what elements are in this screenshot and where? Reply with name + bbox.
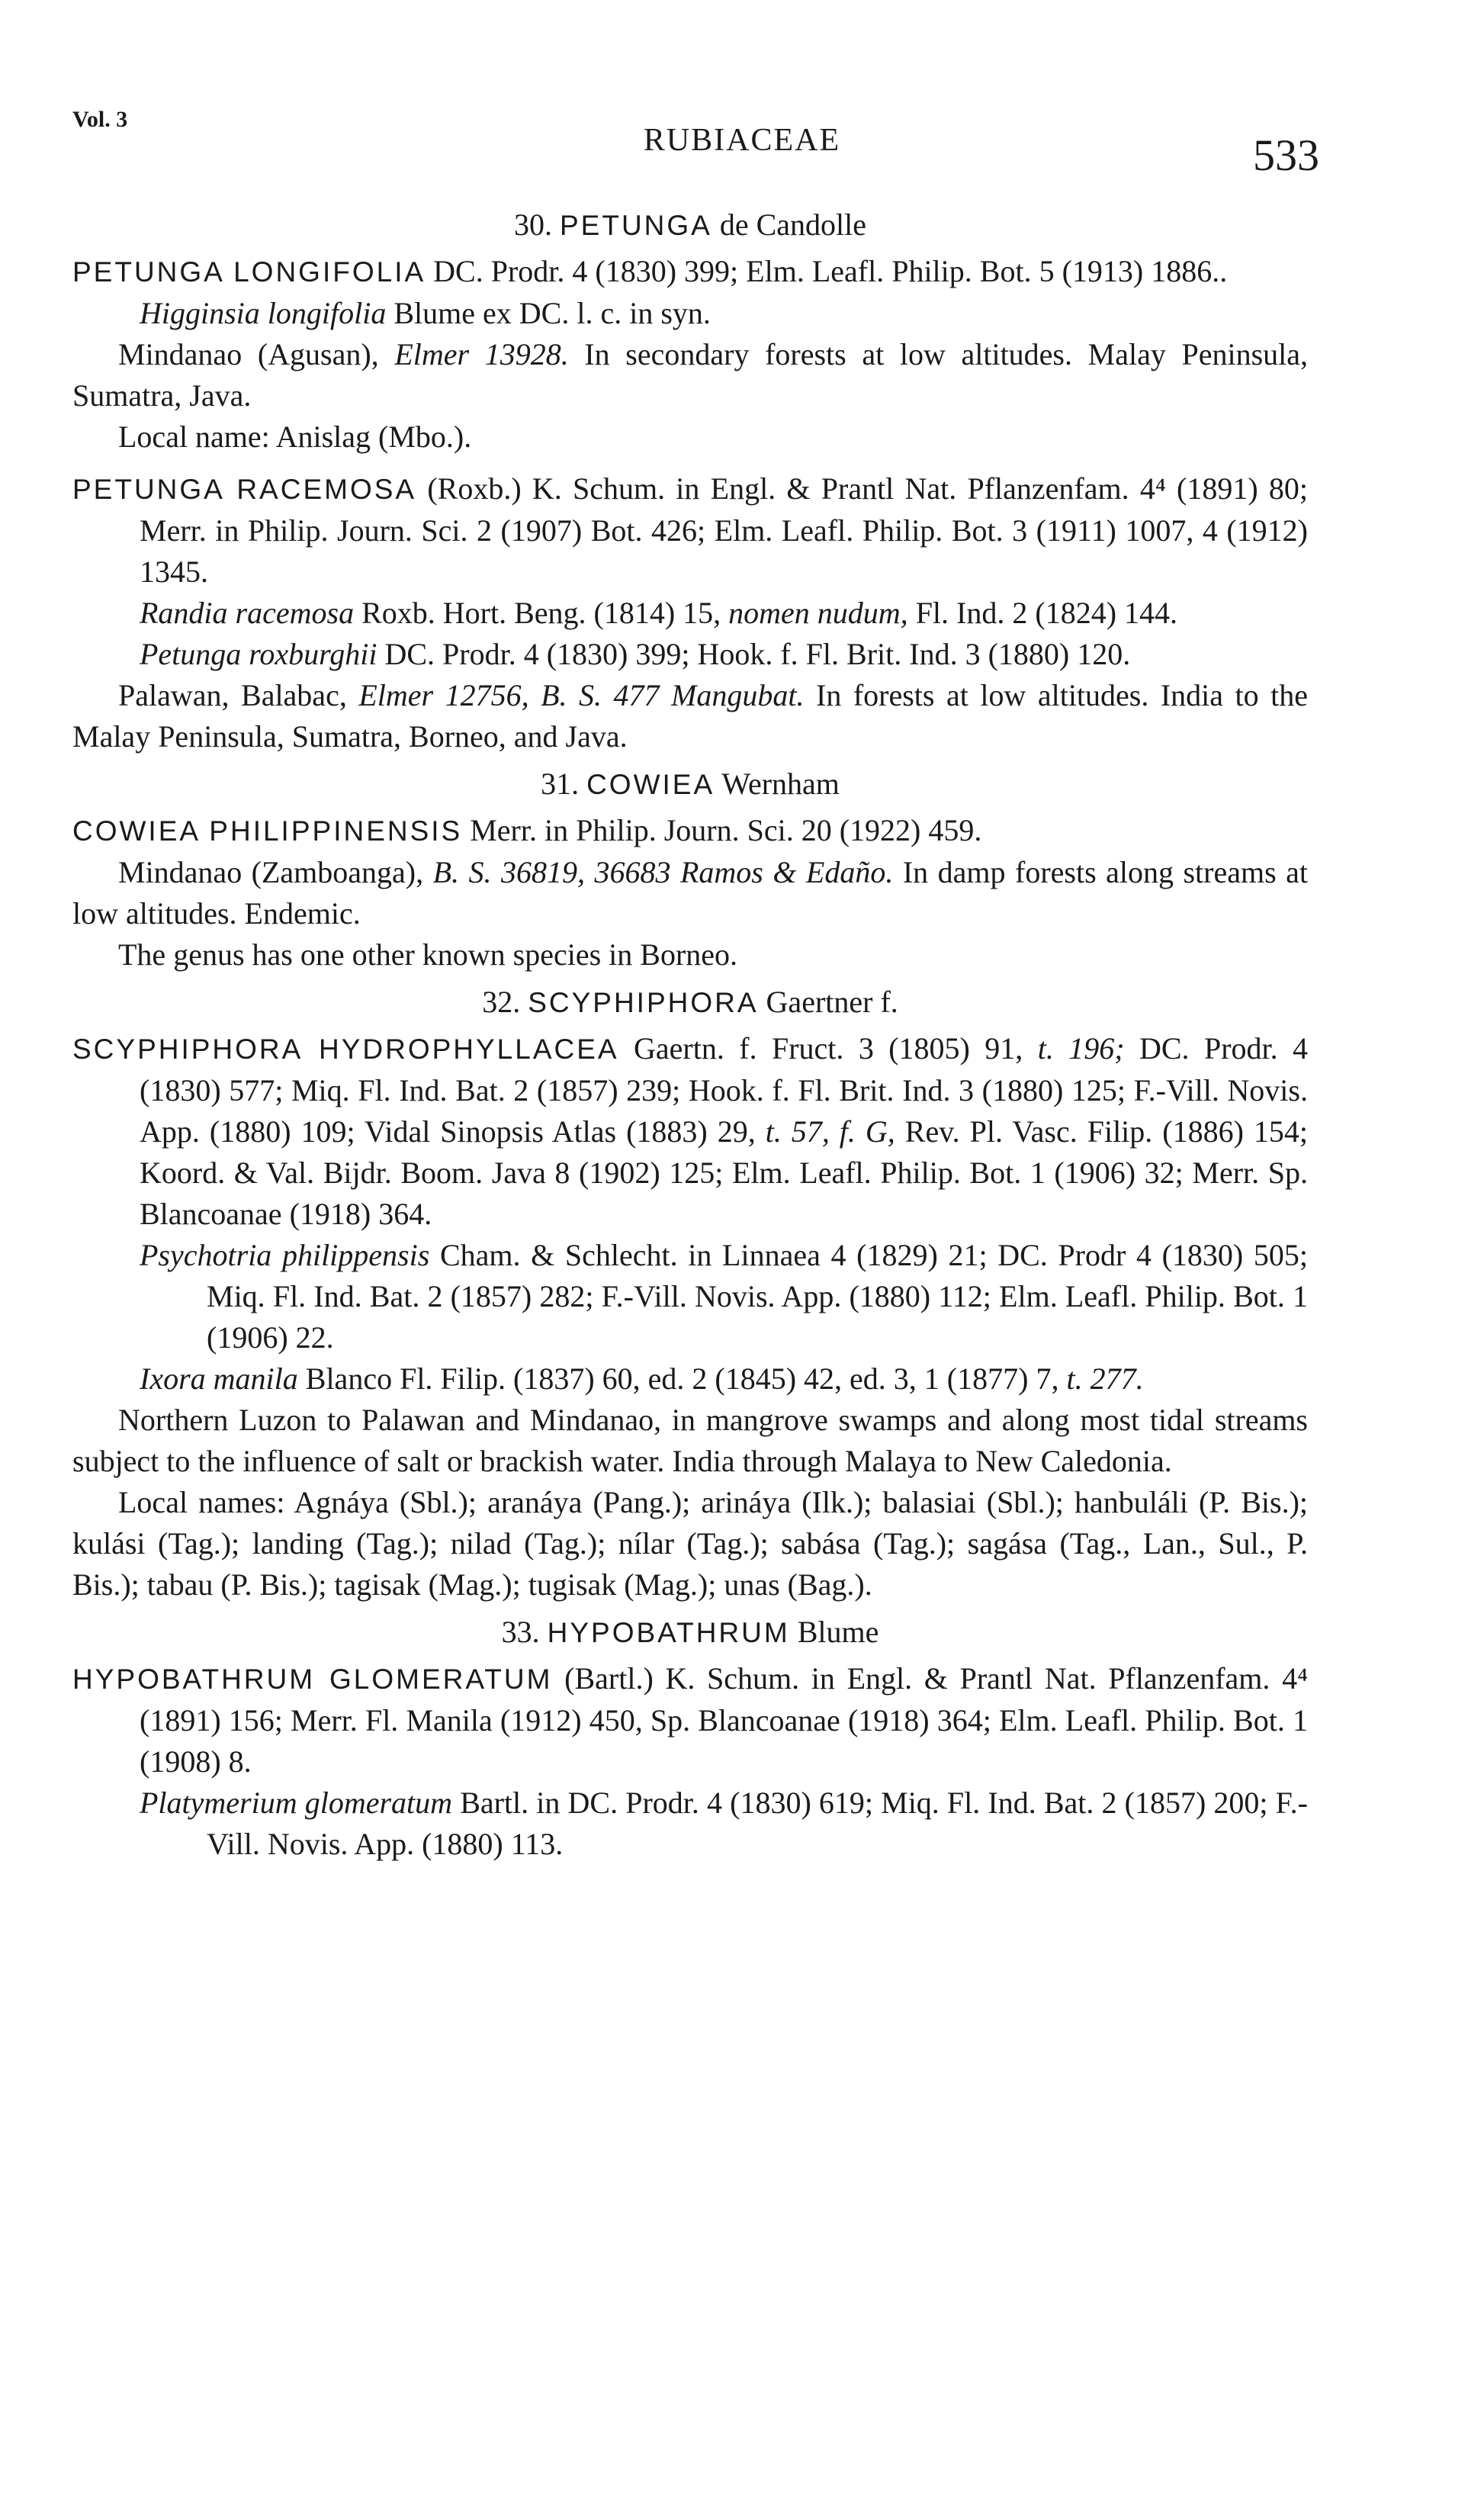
genus-name: SCYPHIPHORA	[528, 987, 759, 1018]
synonym	[72, 634, 1308, 675]
plate-reference: t. 277.	[1066, 1361, 1144, 1396]
local-names: Local names: Agnáya (Sbl.); aranáya (Pang.); arináya (Ilk.); balasiai (Sbl.); hanbuláli (P. Bis.); kulási (Tag.); landing (Tag.); nilad (Tag.); nílar (Tag.); sabása (Tag.); sagása (Tag., Lan., Sul., P. Bis.); tabau (P. Bis.); tagisak (Mag.); tugisak (Mag.); unas (Bag.).	[72, 1485, 1308, 1602]
plate-reference: t. 196;	[1037, 1031, 1125, 1066]
species-citation: DC. Prodr. 4 (1830) 577; Miq. Fl. Ind. Bat. 2 (1857) 239; Hook. f. Fl. Brit. Ind. 3 (1880) 125; F.-Vill. Novis. App. (1880) 109; Vidal Sinopsis Atlas (1883) 29,	[140, 1031, 1309, 1149]
genus-number: 32.	[482, 985, 521, 1019]
species-name: PETUNGA LONGIFOLIA	[72, 256, 426, 288]
distribution-text: In damp forests along streams at low altitudes. Endemic.	[72, 855, 1309, 931]
synonym-citation: Blume ex DC. l. c. in syn.	[393, 296, 711, 330]
synonym	[72, 1782, 1308, 1865]
synonym-name: Ixora manila	[140, 1361, 298, 1396]
specimen-citation: Elmer 12756, B. S. 477 Mangubat.	[358, 678, 805, 712]
species-citation: Rev. Pl. Vasc. Filip. (1886) 154; Koord. & Val. Bijdr. Boom. Java 8 (1902) 125; Elm. Leafl. Philip. Bot. 1 (1906) 32; Merr. Sp. Blancoanae (1918) 364.	[140, 1114, 1309, 1231]
species-citation: Merr. in Philip. Journ. Sci. 20 (1922) 459.	[470, 813, 982, 847]
genus-author: de Candolle	[719, 207, 867, 242]
synonym-citation: Blanco Fl. Filip. (1837) 60, ed. 2 (1845) 42, ed. 3, 1 (1877) 7,	[305, 1361, 1059, 1396]
genus-heading	[72, 982, 1308, 1024]
genus-name: HYPOBATHRUM	[547, 1617, 790, 1648]
distribution: Northern Luzon to Palawan and Mindanao, in mangrove swamps and along most tidal streams subject to the influence of salt or brackish water. India through Malaya to New Caledonia.	[72, 1403, 1308, 1478]
species-citation: DC. Prodr. 4 (1830) 399; Elm. Leafl. Philip. Bot. 5 (1913) 1886..	[433, 254, 1228, 288]
synonym-name: Petunga roxburghii	[140, 637, 377, 671]
distribution-text: In secondary forests at low altitudes. Malay Peninsula, Sumatra, Java.	[72, 337, 1308, 413]
synonym-citation: Cham. & Schlecht. in Linnaea 4 (1829) 21; DC. Prodr 4 (1830) 505; Miq. Fl. Ind. Bat. 2 (1857) 282; F.-Vill. Novis. App. (1880) 112; Elm. Leafl. Philip. Bot. 1 (1906) 22.	[207, 1238, 1309, 1355]
distribution	[72, 334, 1308, 416]
page-body	[72, 198, 1308, 1865]
species-entry	[72, 468, 1308, 593]
genus-author: Gaertner f.	[766, 985, 898, 1019]
distribution	[72, 675, 1308, 757]
species-entry	[72, 251, 1308, 293]
species-citation: (Bartl.) K. Schum. in Engl. & Prantl Nat. Pflanzenfam. 4⁴ (1891) 156; Merr. Fl. Manila (1912) 450, Sp. Blancoanae (1918) 364; Elm. Leafl. Philip. Bot. 1 (1908) 8.	[140, 1661, 1309, 1779]
distribution-locality: Mindanao (Zamboanga),	[118, 855, 424, 889]
specimen-citation: Elmer 13928.	[394, 337, 569, 371]
genus-number: 30.	[513, 207, 552, 242]
genus-name: PETUNGA	[559, 210, 712, 241]
genus-number: 33.	[501, 1615, 540, 1649]
volume-label: Vol. 3	[72, 107, 128, 132]
species-citation: Gaertn. f. Fruct. 3 (1805) 91,	[634, 1031, 1023, 1066]
plate-reference: t. 57, f. G,	[765, 1114, 895, 1149]
genus-heading	[72, 763, 1308, 805]
synonym-name: Higginsia longifolia	[140, 296, 387, 330]
synonym	[72, 293, 1308, 334]
species-entry	[72, 810, 1308, 852]
synonym-name: Randia racemosa	[140, 596, 355, 630]
species-entry	[72, 1028, 1308, 1235]
distribution	[72, 852, 1308, 934]
synonym-name: Psychotria philippensis	[140, 1238, 430, 1272]
distribution-locality: Mindanao (Agusan),	[118, 337, 379, 371]
page-number: 533	[1253, 130, 1319, 180]
genus-author: Wernham	[721, 767, 840, 801]
species-name: SCYPHIPHORA HYDROPHYLLACEA	[72, 1033, 619, 1065]
genus-name: COWIEA	[586, 769, 715, 800]
species-name: COWIEA PHILIPPINENSIS	[72, 815, 463, 847]
genus-heading	[72, 204, 1308, 246]
nomen-nudum: nomen nudum,	[728, 596, 908, 630]
synonym-citation: Fl. Ind. 2 (1824) 144.	[915, 596, 1178, 630]
species-name: PETUNGA RACEMOSA	[72, 474, 417, 505]
synonym	[72, 1358, 1308, 1400]
genus-author: Blume	[797, 1615, 879, 1649]
synonym-citation: DC. Prodr. 4 (1830) 399; Hook. f. Fl. Brit. Ind. 3 (1880) 120.	[384, 637, 1131, 671]
synonym	[72, 593, 1308, 634]
running-title: RUBIACEAE	[643, 123, 841, 158]
genus-heading	[72, 1612, 1308, 1654]
synonym-name: Platymerium glomeratum	[140, 1786, 453, 1820]
distribution-text: In forests at low altitudes. India to the Malay Peninsula, Sumatra, Borneo, and Java.	[72, 678, 1309, 754]
synonym-citation: Roxb. Hort. Beng. (1814) 15,	[361, 596, 721, 630]
synonym-citation: Bartl. in DC. Prodr. 4 (1830) 619; Miq. Fl. Ind. Bat. 2 (1857) 200; F.-Vill. Novis. App. (1880) 113.	[207, 1786, 1308, 1861]
genus-number: 31.	[541, 767, 580, 801]
local-name: Local name: Anislag (Mbo.).	[118, 420, 472, 454]
genus-note: The genus has one other known species in Borneo.	[118, 937, 738, 972]
species-name: HYPOBATHRUM GLOMERATUM	[72, 1664, 553, 1695]
species-citation: (Roxb.) K. Schum. in Engl. & Prantl Nat. Pflanzenfam. 4⁴ (1891) 80; Merr. in Philip. Journ. Sci. 2 (1907) Bot. 426; Elm. Leafl. Philip. Bot. 3 (1911) 1007, 4 (1912) 1345.	[140, 471, 1308, 589]
distribution-locality: Palawan, Balabac,	[118, 678, 347, 712]
specimen-citation: B. S. 36819, 36683 Ramos & Edaño.	[432, 855, 894, 889]
species-entry	[72, 1658, 1308, 1782]
synonym	[72, 1235, 1308, 1358]
